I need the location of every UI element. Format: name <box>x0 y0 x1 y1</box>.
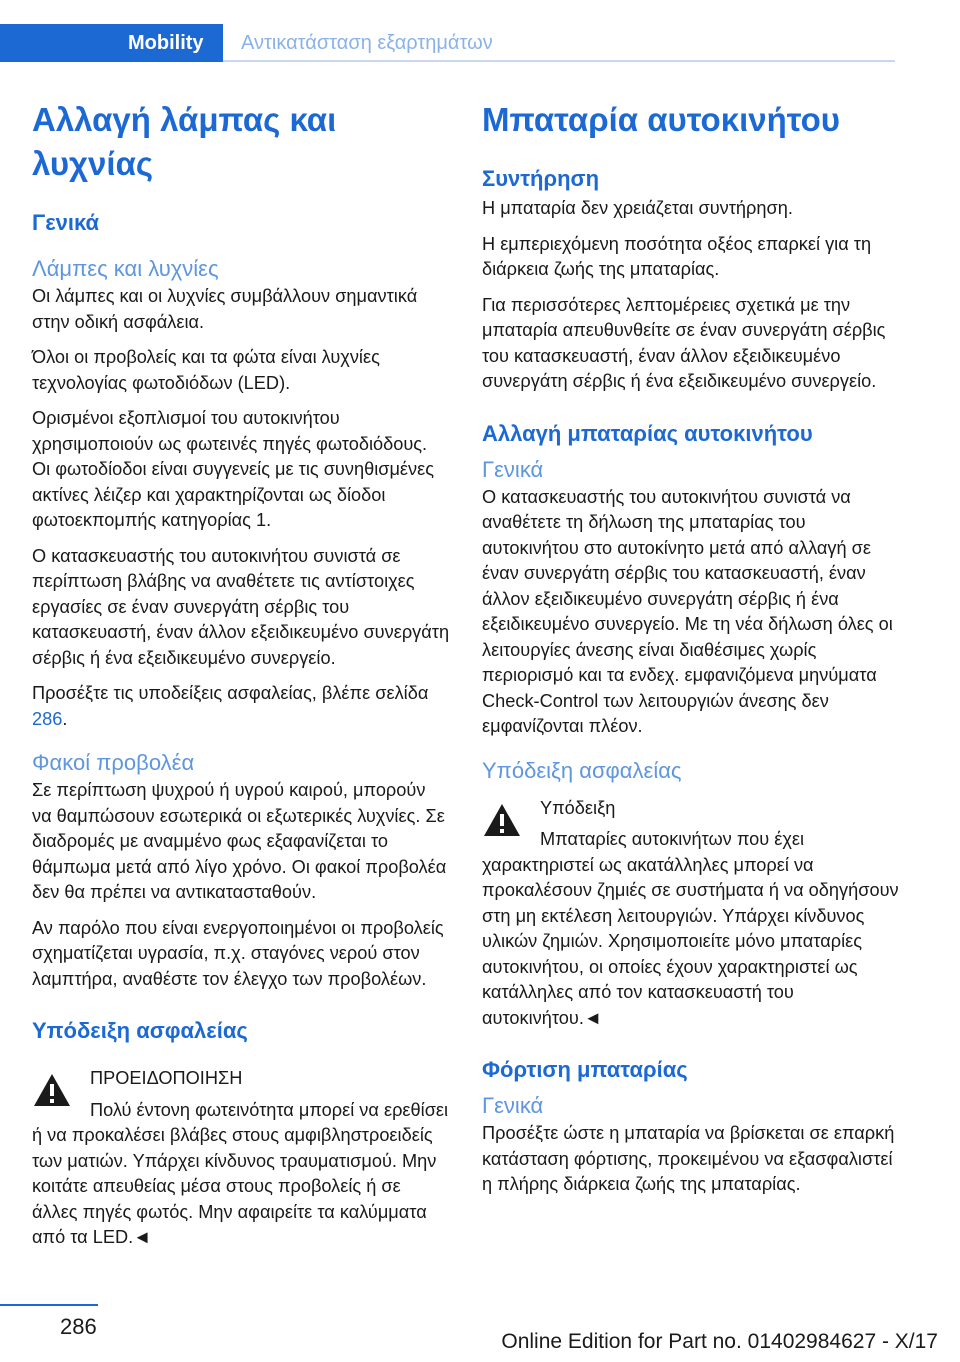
paragraph: Αν παρόλο που είναι ενεργοποιημένοι οι προβολείς σχηματίζεται υγρασία, π.χ. σταγόνες νερού στον λαμπτήρα, αναθέστε τον έλεγχο των προβολέων. <box>32 917 444 989</box>
paragraph: Ο κατασκευαστής του αυτοκινήτου συνιστά σε περίπτωση βλάβης να αναθέτετε τις αντίστοιχες εργασίες σε έναν συνεργάτη σέρβις του κατασκευαστή, έναν άλλον εξειδικευμένο συνεργάτη σέρβις ή ένα εξειδικευμένο συνεργείο. <box>32 545 450 668</box>
paragraph: Σε περίπτωση ψυχρού ή υγρού καιρού, μπορούν να θαμπώσουν εσωτερικά οι εξωτερικές λυχνίες. Σε διαδρομές με αναμμένο φως εξαφανίζεται το θάμπωμα μετά από λίγο χρόνο. Οι φακοί προβολέα δεν θα πρέπει να αντικατασταθούν. <box>32 780 447 902</box>
paragraph: Προσέξτε ώστε η μπαταρία να βρίσκεται σε επαρκή κατάσταση φόρτισης, προκειμένου να εξασφαλιστεί η πλήρης διάρκεια ζωής της μπαταρίας. <box>482 1123 895 1194</box>
heading-safety-note: Υπόδειξη ασφαλείας <box>32 1018 248 1043</box>
heading-maintenance: Συντήρηση <box>482 166 600 191</box>
paragraph: Για περισσότερες λεπτομέρειες σχετικά με την μπαταρία απευθυνθείτε σε έναν συνεργάτη σέρβις του κατασκευαστή, έναν άλλον εξειδικευμένο συνεργάτη σέρβις ή ένα εξειδικευμένο συνεργείο. <box>482 294 886 391</box>
warning-triangle-icon <box>32 1072 72 1108</box>
heading-battery-charging: Φόρτιση μπαταρίας <box>482 1057 688 1082</box>
right-column <box>482 98 900 1208</box>
left-column <box>32 98 450 1261</box>
tab-mobility[interactable]: Mobility <box>0 24 223 62</box>
edition-info: Online Edition for Part no. 01402984627 - X/17 <box>501 1330 938 1353</box>
heading-general: Γενικά <box>482 1093 544 1118</box>
page-link-286[interactable]: 286 <box>32 708 63 729</box>
heading-safety-note: Υπόδειξη ασφαλείας <box>482 757 682 783</box>
paragraph: Ορισμένοι εξοπλισμοί του αυτοκινήτου χρησιμοποιούν ως φωτεινές πηγές φωτοδιόδους. Οι φωτοδίοδοι είναι συγγενείς με τις συνηθισμένες ακτίνες λέιζερ και χαρακτηρίζονται ως δίοδοι φωτοεκπομπής κατηγορίας 1. <box>32 408 435 530</box>
paragraph: Όλοι οι προβολείς και τα φώτα είναι λυχνίες τεχνολογίας φωτοδιόδων (LED). <box>32 347 380 393</box>
page-header <box>0 0 895 62</box>
heading-battery-change: Αλλαγή μπαταρίας αυτοκινήτου <box>482 420 813 446</box>
paragraph: Ο κατασκευαστής του αυτοκινήτου συνιστά να αναθέτετε τη δήλωση της μπαταρίας του αυτοκινήτου στο αυτοκίνητο μετά από αλλαγή σε έναν συνεργάτη σέρβις του κατασκευαστή, έναν άλλον εξειδικευμένο συνεργάτη σέρβις ή ένα εξειδικευμένο συνεργείο. Με τη νέα δήλωση όλες οι λειτουργίες άνεσης είναι διαθέσιμες χωρίς περιορισμό και τα ενδεχ. εμφανιζόμενα μηνύματα Check-Control των λειτουργιών άνεσης δεν εμφανίζονται πλέον. <box>482 486 893 736</box>
heading-general: Γενικά <box>482 456 544 482</box>
notice-box <box>482 796 900 1032</box>
warning-title: ΠΡΟΕΙΔΟΠΟΙΗΣΗ <box>90 1068 243 1088</box>
heading-general: Γενικά <box>32 210 100 235</box>
warning-triangle-icon <box>482 802 522 838</box>
paragraph-with-link: Προσέξτε τις υποδείξεις ασφαλείας, βλέπε σελίδα 286. <box>32 683 429 729</box>
notice-title: Υπόδειξη <box>540 797 616 818</box>
paragraph: Οι λάμπες και οι λυχνίες συμβάλλουν σημαντικά στην οδική ασφάλεια. <box>32 286 418 332</box>
warning-box <box>32 1066 450 1251</box>
notice-text: Μπαταρίες αυτοκινήτων που έχει χαρακτηριστεί ως ακατάλληλες μπορεί να προκαλέσουν ζημιές σε συστήματα ή να οδηγήσουν στη μη εκτέλεση λειτουργιών. Υπάρχει κίνδυνος υλικών ζημιών. Χρησιμοποιείτε μόνο μπαταρίες αυτοκινήτου, οι οποίες έχουν χαρακτηριστεί ως κατάλληλες από τον κατασκευαστή του αυτοκινήτου.◄ <box>482 829 899 1028</box>
tab-section-title[interactable]: Αντικατάσταση εξαρτημάτων <box>241 32 493 54</box>
footer-divider <box>0 1304 98 1306</box>
warning-text: Πολύ έντονη φωτεινότητα μπορεί να ερεθίσει ή να προκαλέσει βλάβες στους αμφιβληστροειδείς των ματιών. Υπάρχει κίνδυνος τραυματισμού. Μην κοιτάτε απευθείας μέσα στους προβολείς ή σε άλλες πηγές φωτός. Μην αφαιρείτε τα καλύμματα από τα LED.◄ <box>32 1099 449 1247</box>
page-number: 286 <box>60 1314 97 1339</box>
heading-lamps: Λάμπες και λυχνίες <box>32 256 219 281</box>
paragraph: Η εμπεριεχόμενη ποσότητα οξέος επαρκεί για τη διάρκεια ζωής της μπαταρίας. <box>482 233 872 279</box>
section-title-lamp-change: Αλλαγή λάμπας και λυχνίας <box>32 101 337 182</box>
paragraph: Η μπαταρία δεν χρειάζεται συντήρηση. <box>482 198 793 218</box>
header-divider <box>223 60 895 62</box>
section-title-vehicle-battery: Μπαταρία αυτοκινήτου <box>482 101 840 138</box>
heading-headlight-lenses: Φακοί προβολέα <box>32 750 195 775</box>
